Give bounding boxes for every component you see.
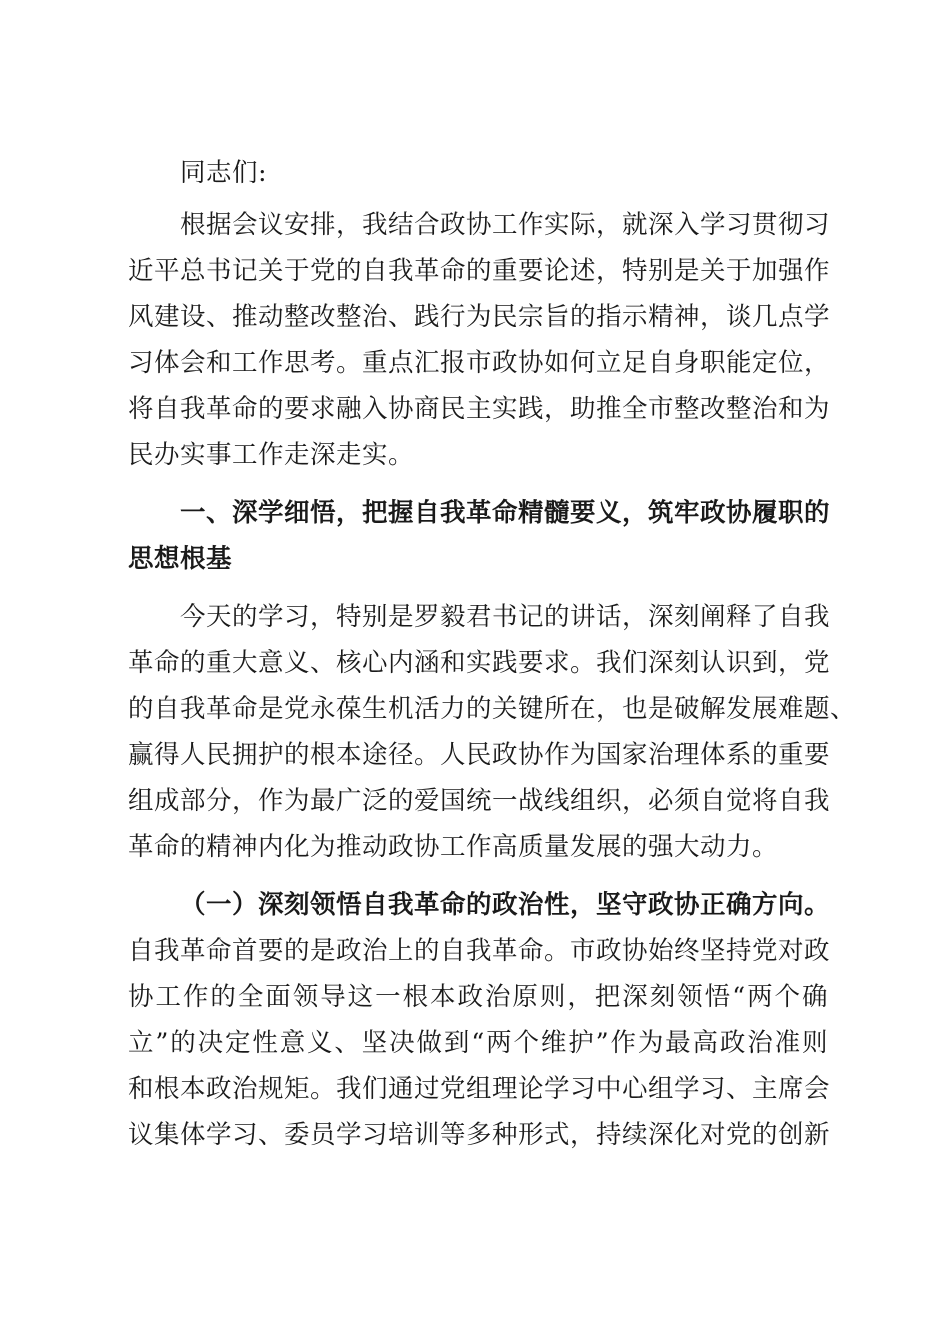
section-heading-line: 思想根基	[128, 544, 233, 574]
paragraph-line: 自我革命首要的是政治上的自我革命。市政协始终坚持党对政	[128, 936, 831, 966]
paragraph-line: 的自我革命是党永葆生机活力的关键所在，也是破解发展难题、	[128, 694, 857, 724]
paragraph-line: 今天的学习，特别是罗毅君书记的讲话，深刻阐释了自我	[180, 602, 831, 632]
salutation-text: 同志们:	[180, 158, 268, 188]
paragraph-line: 协工作的全面领导这一根本政治原则，把深刻领悟“两个确	[128, 982, 828, 1012]
intro-line: 将自我革命的要求融入协商民主实践，助推全市整改整治和为	[128, 394, 831, 424]
intro-line: 风建设、推动整改整治、践行为民宗旨的指示精神，谈几点学	[128, 302, 831, 332]
paragraph-line: 组成部分，作为最广泛的爱国统一战线组织，必须自觉将自我	[128, 786, 831, 816]
intro-line: 近平总书记关于党的自我革命的重要论述，特别是关于加强作	[128, 256, 831, 286]
paragraph-line: 立”的决定性意义、坚决做到“两个维护”作为最高政治准则	[128, 1028, 828, 1058]
paragraph-line: 革命的精神内化为推动政协工作高质量发展的强大动力。	[128, 832, 779, 862]
paragraph-line: 议集体学习、委员学习培训等多种形式，持续深化对党的创新	[128, 1120, 831, 1150]
intro-line: 民办实事工作走深走实。	[128, 440, 415, 470]
subsection-heading: （一）深刻领悟自我革命的政治性，坚守政协正确方向。	[180, 890, 831, 920]
section-heading-line: 一、深学细悟，把握自我革命精髓要义，筑牢政协履职的	[180, 498, 831, 528]
paragraph-line: 赢得人民拥护的根本途径。人民政协作为国家治理体系的重要	[128, 740, 831, 770]
salutation	[128, 150, 828, 196]
intro-line: 习体会和工作思考。重点汇报市政协如何立足自身职能定位，	[128, 348, 831, 378]
document-body	[128, 150, 857, 1158]
intro-line: 根据会议安排，我结合政协工作实际，就深入学习贯彻习	[180, 210, 831, 240]
intro-paragraph	[128, 202, 831, 478]
paragraph-line: 和根本政治规矩。我们通过党组理论学习中心组学习、主席会	[128, 1074, 831, 1104]
subsection-1	[128, 882, 831, 1158]
section-heading-1	[128, 490, 831, 582]
paragraph-line: 革命的重大意义、核心内涵和实践要求。我们深刻认识到，党	[128, 648, 831, 678]
section1-paragraph	[128, 594, 857, 870]
